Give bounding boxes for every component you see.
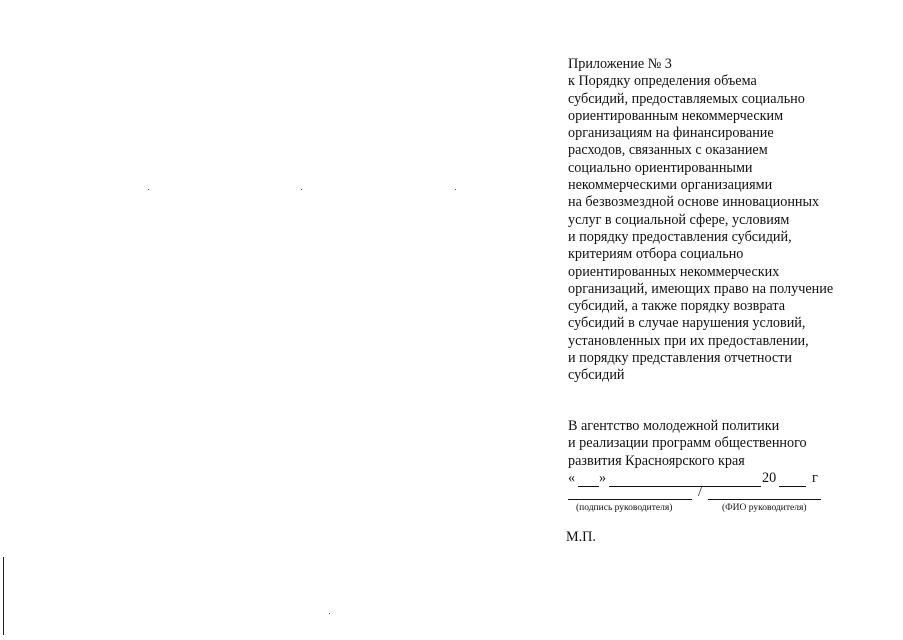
appendix-line: организациям на финансирование bbox=[568, 125, 774, 142]
appendix-line: ориентированным некоммерческим bbox=[568, 107, 784, 124]
appendix-line: социально ориентированными bbox=[568, 159, 753, 176]
appendix-line: субсидий, предоставляемых социально bbox=[568, 90, 805, 107]
appendix-line: субсидий bbox=[568, 367, 625, 384]
year-prefix: 20 bbox=[762, 470, 777, 486]
addressee-line: развития Красноярского края bbox=[568, 452, 745, 469]
name-blank bbox=[708, 485, 821, 500]
appendix-line: Приложение № 3 bbox=[568, 56, 672, 72]
appendix-line: установленных при их предоставлении, bbox=[568, 332, 809, 349]
name-caption: (ФИО руководителя) bbox=[722, 503, 807, 513]
appendix-line: к Порядку определения объема bbox=[568, 73, 757, 90]
scan-speck bbox=[301, 189, 302, 190]
date-open-quote: « bbox=[568, 470, 576, 486]
signature-blank bbox=[568, 485, 692, 500]
addressee-line: и реализации программ общественного bbox=[568, 435, 807, 452]
appendix-line: и порядку предоставления субсидий, bbox=[568, 228, 792, 245]
appendix-line: услуг в социальной сфере, условиям bbox=[568, 211, 790, 228]
signature-caption: (подпись руководителя) bbox=[576, 503, 673, 513]
year-suffix: г bbox=[812, 470, 818, 486]
scan-speck bbox=[455, 189, 456, 190]
signature-separator: / bbox=[698, 485, 702, 500]
appendix-line: субсидий в случае нарушения условий, bbox=[568, 315, 806, 332]
appendix-line: расходов, связанных с оказанием bbox=[568, 142, 768, 159]
scan-speck bbox=[148, 189, 149, 190]
appendix-line: некоммерческими организациями bbox=[568, 177, 773, 194]
appendix-line: на безвозмездной основе инновационных bbox=[568, 194, 820, 211]
addressee-block bbox=[568, 418, 898, 470]
signature-line bbox=[568, 485, 830, 501]
scan-speck bbox=[329, 613, 330, 614]
date-close-quote: » bbox=[599, 470, 607, 486]
stamp-label: М.П. bbox=[566, 529, 596, 545]
appendix-line: субсидий, а также порядку возврата bbox=[568, 298, 786, 315]
appendix-line: ориентированных некоммерческих bbox=[568, 263, 780, 280]
appendix-line: и порядку представления отчетности bbox=[568, 350, 792, 367]
appendix-line: организаций, имеющих право на получение bbox=[568, 280, 834, 297]
scan-edge-line bbox=[3, 557, 4, 635]
appendix-header bbox=[568, 56, 898, 385]
addressee-line: В агентство молодежной политики bbox=[568, 418, 780, 434]
appendix-line: критериям отбора социально bbox=[568, 246, 744, 263]
